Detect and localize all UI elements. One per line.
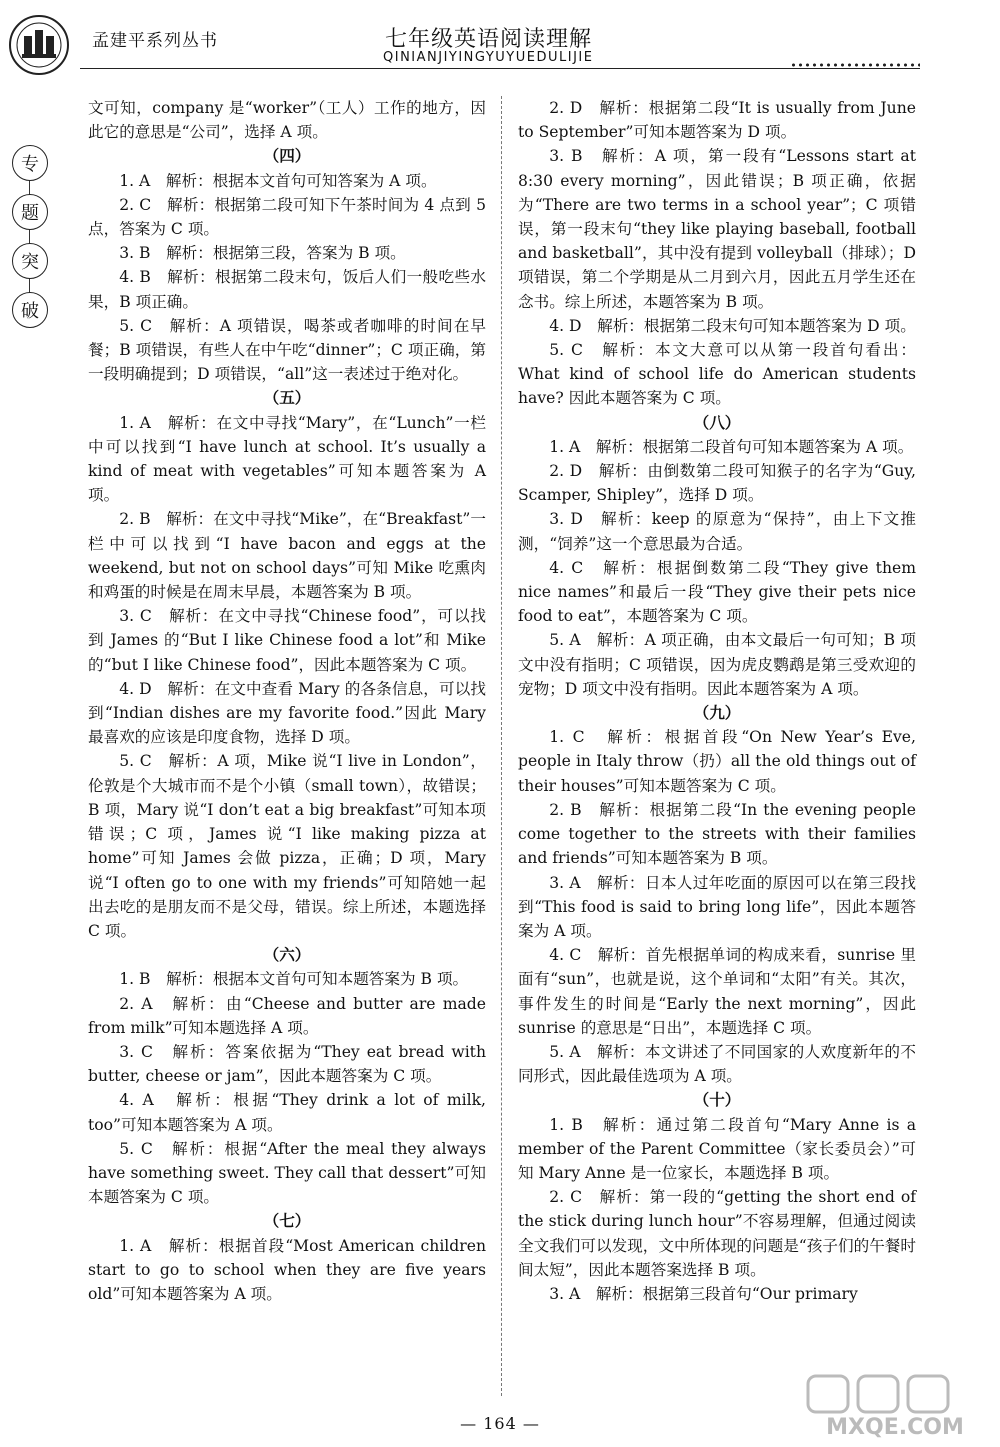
section-heading: （七） [263, 1211, 311, 1231]
section-heading: （五） [263, 388, 311, 408]
answer-item: 1. A 解析：根据首段“Most American children start to go to school when they are five years old”可知本题答案为 A 项。 [88, 1236, 486, 1303]
answer-item: 4. C 解析：根据倒数第二段“They give them nice names”和最后一段“They give their pets nice food to eat”，本题答案为 C 项。 [518, 558, 916, 626]
side-stamp: 破 [12, 292, 48, 328]
answer-item: 4. D 解析：根据第二段末句可知本题答案为 D 项。 [549, 316, 916, 335]
book-title: 七年级英语阅读理解 [385, 27, 593, 52]
answer-item: 2. D 解析：根据第二段“It is usually from June to September”可知本题答案为 D 项。 [518, 99, 916, 142]
side-stamp: 突 [12, 243, 48, 279]
answer-item: 2. C 解析：根据第二段可知下午茶时间为 4 点到 5 点，答案为 C 项。 [88, 195, 486, 239]
answer-column-left [88, 96, 486, 1306]
answer-item: 3. A 解析：根据第三段首句“Our primary [549, 1284, 858, 1303]
answer-item: 3. A 解析：日本人过年吃面的原因可以在第三段找到“This food is said to bring long life”，因此本题答案为 A 项。 [518, 873, 916, 940]
answer-item: 5. C 解析：A 项错误，喝茶或者咖啡的时间在早餐；B 项错误，有些人在中午吃“dinner”；C 项正确，第一段明确提到；D 项错误，“all”这一表述过于绝对化。 [88, 316, 486, 384]
answer-item: 2. B 解析：在文中寻找“Mike”，在“Breakfast”一栏中可以找到“I have bacon and eggs at the weekend, but not on school days”可知 Mike 吃熏肉和鸡蛋的时候是在周末早晨，本题答案为 B 项。 [88, 510, 486, 602]
publisher-logo-icon [8, 14, 70, 76]
answer-item: 4. A 解析：根据“They drink a lot of milk, too”可知本题答案为 A 项。 [88, 1091, 486, 1134]
section-heading: （四） [263, 146, 311, 166]
answer-item: 1. C 解析：根据首段“On New Year’s Eve, people in Italy throw（扔）all the old things out of their houses”可知本题答案为 C 项。 [518, 728, 916, 795]
answer-item: 3. D 解析：keep 的原意为“保持”，由上下文推测，“饲养”这一个意思最为合适。 [518, 510, 916, 553]
answer-column-right [518, 96, 916, 1306]
section-heading: （九） [693, 703, 741, 723]
book-title-pinyin: QINIANJIYINGYUYUEDULIJIE [383, 50, 594, 65]
answer-item: 5. A 解析：A 项正确，由本文最后一句可知；B 项文中没有指明；C 项错误，因为虎皮鹦鹉是第三受欢迎的宠物；D 项文中没有指明。因此本题答案为 A 项。 [518, 631, 916, 698]
page-header [0, 0, 1000, 80]
header-rule [80, 68, 920, 69]
section-heading: （六） [263, 945, 311, 965]
answer-item: 3. C 解析：答案依据为“They eat bread with butter, cheese or jam”，因此本题答案为 C 项。 [88, 1042, 486, 1086]
series-name: 孟建平系列丛书 [92, 31, 218, 51]
watermark-text: MXQE.COM [826, 1415, 964, 1440]
side-stamp: 题 [12, 194, 48, 230]
answer-item: 5. C 解析：根据“After the meal they always have something sweet. They call that dessert”可知本题答案为 C 项。 [88, 1139, 486, 1207]
answer-item: 5. C 解析：A 项，Mike 说“I live in London”，伦敦是个大城市而不是个小镇（small town），故错误；B 项，Mary 说“I don’t eat a big breakfast”可知本项错误；C 项，James 说“I like making pizza at home”可知 James 会做 pizza，正确；D 项，Mary 说“I often go to one with my friends”可知陪她一起出去吃的是朋友而不是父母，错误。综上所述，本题选择 C 项。 [88, 752, 486, 940]
answer-item: 2. B 解析：根据第二段“In the evening people come together to the streets with their families and friends”可知本题答案为 B 项。 [518, 800, 916, 868]
answer-item: 1. A 解析：根据第二段首句可知本题答案为 A 项。 [549, 437, 914, 456]
section-heading: （十） [693, 1090, 741, 1110]
answer-item: 4. D 解析：在文中查看 Mary 的各条信息，可以找到“Indian dishes are my favorite food.”因此 Mary 最喜欢的应该是印度食物，选择 D 项。 [88, 679, 486, 747]
answer-item: 2. C 解析：第一段的“getting the short end of the stick during lunch hour”不容易理解，但通过阅读全文我们可以发现，文中所体现的问题是“孩子们的午餐时间太短”，因此本题答案选择 B 项。 [518, 1188, 916, 1279]
answer-item: 1. B 解析：通过第二段首句“Mary Anne is a member of the Parent Committee（家长委员会）”可知 Mary Anne 是一位家长，本题选择 B 项。 [518, 1115, 916, 1182]
answer-item: 1. B 解析：根据本文首句可知本题答案为 B 项。 [119, 970, 469, 989]
answer-item: 3. C 解析：在文中寻找“Chinese food”，可以找到 James 的“But I like Chinese food a lot”和 Mike 的“but I like Chinese food”，因此本题答案为 C 项。 [88, 607, 486, 674]
answer-item: 2. D 解析：由倒数第二段可知猴子的名字为“Guy, Scamper, Shipley”，选择 D 项。 [518, 462, 916, 505]
side-stamp: 专 [12, 145, 48, 181]
section-heading: （八） [693, 412, 741, 432]
answer-item: 1. A 解析：根据本文首句可知答案为 A 项。 [119, 171, 437, 190]
answer-item: 5. A 解析：本文讲述了不同国家的人欢度新年的不同形式，因此最佳选项为 A 项。 [518, 1042, 916, 1086]
answer-item: 4. B 解析：根据第二段末句，饭后人们一般吃些水果，B 项正确。 [88, 268, 486, 311]
column-divider [501, 96, 502, 1396]
page-number: — 164 — [460, 1414, 540, 1433]
answer-item: 3. B 解析：根据第三段，答案为 B 项。 [119, 244, 406, 263]
answer-item: 3. B 解析：A 项，第一段有“Lessons start at 8:30 every morning”，因此错误；B 项正确，依据为“There are two terms in a school year”；C 项错误，第一段末句“they like playing baseball, football and basketball”，其中没有提到 volleyball（排球）；D 项错误，第二个学期是从二月到六月，因此五月学生还在念书。综上所述，本题答案为 B 项。 [518, 147, 916, 311]
answer-item: 5. C 解析：本文大意可以从第一段首句看出：What kind of school life do American students have? 因此本题答案为 C 项。 [518, 341, 916, 408]
answer-item: 2. A 解析：由“Cheese and butter are made from milk”可知本题选择 A 项。 [88, 994, 486, 1037]
side-stamps [12, 145, 52, 341]
answer-item: 4. C 解析：首先根据单词的构成来看，sunrise 里面有“sun”，也就是说，这个单词和“太阳”有关。其次，事件发生的时间是“Early the next morning”，因此 sunrise 的意思是“日出”，本题选择 C 项。 [518, 946, 916, 1037]
answer-item: 1. A 解析：在文中寻找“Mary”，在“Lunch”一栏中可以找到“I have lunch at school. It’s usually a kind of meat with vegetables”可知本题答案为 A 项。 [88, 413, 486, 505]
answer-item: 文可知，company 是“worker”（工人）工作的地方，因此它的意思是“公司”，选择 A 项。 [88, 99, 486, 142]
